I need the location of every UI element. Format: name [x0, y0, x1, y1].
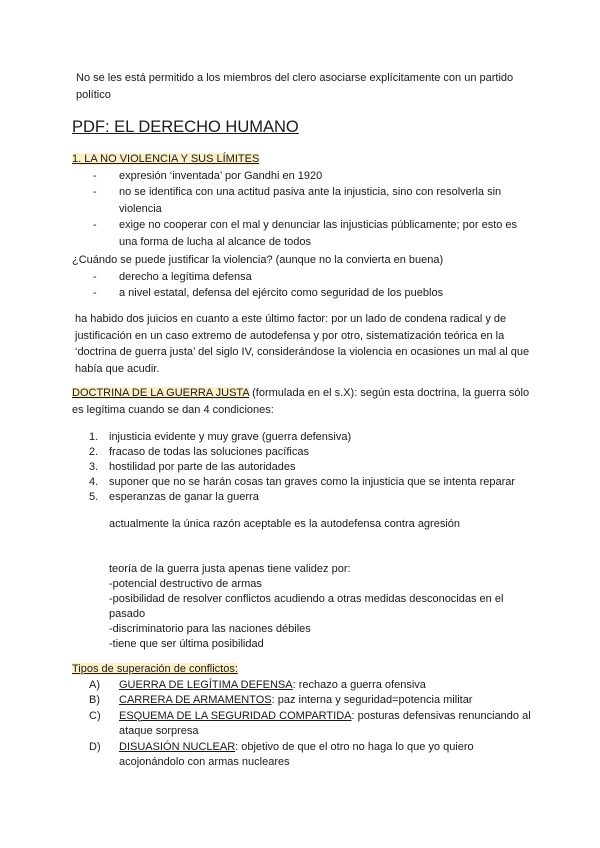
- validity-block: [72, 562, 534, 652]
- section-1-list: [72, 168, 534, 251]
- question-list: [72, 269, 534, 302]
- types-block: [72, 661, 534, 771]
- list-item: - a nivel estatal, defensa del ejército como seguridad de los pueblos: [93, 287, 444, 299]
- types-heading: Tipos de superación de conflictos:: [72, 663, 238, 675]
- validity-intro: teoría de la guerra justa apenas tiene validez por:: [109, 563, 351, 575]
- list-item: - exige no cooperar con el mal y denunciar las injusticias públicamente; por esto es una forma de lucha al alcance de todos: [93, 219, 518, 248]
- validity-line: -discriminatorio para las naciones débiles: [109, 623, 311, 635]
- validity-line: -potencial destructivo de armas: [109, 578, 262, 590]
- list-item: - derecho a legítima defensa: [93, 270, 252, 283]
- doctrine-heading: DOCTRINA DE LA GUERRA JUSTA: [72, 387, 250, 399]
- list-item: 2. fracaso de todas las soluciones pacíficas: [89, 446, 309, 458]
- list-item: B) CARRERA DE ARMAMENTOS: paz interna y seguridad=potencia militar: [89, 694, 473, 706]
- list-item: - no se identifica con una actitud pasiva ante la injusticia, sino con resolverla sin violencia: [93, 186, 502, 215]
- list-item: D) DISUASIÓN NUCLEAR: objetivo de que el otro no haga lo que yo quiero acojonándolo con armas nucleares: [89, 740, 474, 768]
- list-item: - expresión ‘inventada’ por Gandhi en 1920: [93, 169, 323, 182]
- doctrine-intro: [72, 385, 534, 418]
- list-item: 1. injusticia evidente y muy grave (guerra defensiva): [89, 431, 352, 443]
- section-1: [72, 151, 534, 250]
- doctrine-note: actualmente la única razón aceptable es la autodefensa contra agresión: [109, 518, 461, 530]
- conditions-list: [72, 430, 534, 505]
- list-item: 3. hostilidad por parte de las autoridades: [89, 461, 296, 473]
- intro-text: No se les está permitido a los miembros del clero asociarse explícitamente con un partido político: [76, 72, 514, 101]
- list-item: A) GUERRA DE LEGÍTIMA DEFENSA: rechazo a guerra ofensiva: [89, 678, 426, 691]
- question-block: [72, 252, 534, 302]
- validity-line: -posibilidad de resolver conflictos acudiendo a otras medidas desconocidas en el pasado: [109, 593, 504, 620]
- section-1-heading: 1. LA NO VIOLENCIA Y SUS LÍMITES: [72, 153, 260, 165]
- validity-line: -tiene que ser última posibilidad: [109, 638, 264, 650]
- list-item: C) ESQUEMA DE LA SEGURIDAD COMPARTIDA: posturas defensivas renunciando al ataque sorpresa: [89, 709, 531, 737]
- list-item: 5. esperanzas de ganar la guerra: [89, 491, 259, 503]
- types-list: [72, 678, 534, 771]
- question-text: ¿Cuándo se puede justificar la violencia? (aunque no la convierta en buena): [72, 254, 444, 266]
- list-item: 4. suponer que no se harán cosas tan graves como la injusticia que se intenta reparar: [89, 476, 516, 488]
- page-title: PDF: EL DERECHO HUMANO: [72, 118, 299, 136]
- doctrine-description: (formulada en el s.X): según esta doctrina, la guerra sólo es legítima cuando se dan 4 condiciones:: [72, 387, 530, 416]
- paragraph-text: ha habido dos juicios en cuanto a este último factor: por un lado de condena radical y de justificación en un caso extremo de autodefensa y por otro, sistematización teórica en la ‘doctrina de guerra justa’ del siglo IV, considerándose la violencia en ocasiones un mal al que había que acudir.: [75, 313, 530, 375]
